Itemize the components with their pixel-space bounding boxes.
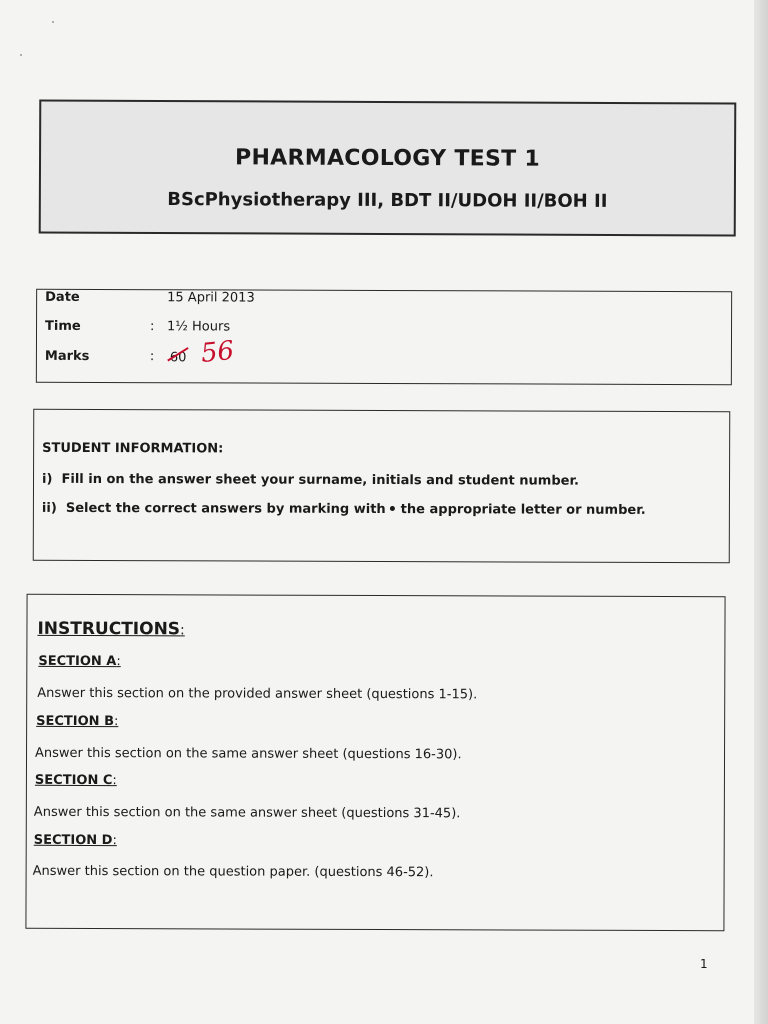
- marks-label: Marks: [44, 348, 90, 364]
- date-row: [37, 290, 731, 312]
- marks-row: [37, 335, 731, 371]
- section-title-colon: :: [112, 773, 117, 789]
- time-row: [37, 319, 731, 341]
- section-title-text: SECTION C: [34, 772, 113, 789]
- section-d-text: Answer this section on the question paper. (questions 46-52).: [32, 863, 434, 881]
- section-title-text: SECTION D: [33, 832, 113, 849]
- scan-speck: [52, 21, 54, 23]
- time-label: Time: [45, 318, 81, 334]
- title-box: [39, 99, 737, 236]
- item-text-after: the appropriate letter or number.: [400, 502, 646, 518]
- test-subtitle: BScPhysiotherapy III, BDT II/UDOH II/BOH II: [167, 189, 608, 212]
- student-information-heading: STUDENT INFORMATION:: [42, 440, 224, 457]
- section-title-colon: :: [116, 654, 121, 670]
- marks-separator: :: [149, 349, 155, 365]
- student-information-box: [33, 409, 731, 563]
- instructions-heading-text: INSTRUCTIONS: [37, 618, 181, 640]
- section-c-text: Answer this section on the same answer sheet (questions 31-45).: [33, 804, 461, 822]
- item-marker: i): [41, 471, 53, 487]
- section-a-title: [38, 654, 120, 669]
- date-value: 15 April 2013: [167, 290, 255, 306]
- time-value: 1½ Hours: [167, 319, 231, 335]
- student-instruction-1: [42, 472, 579, 489]
- test-title: PHARMACOLOGY TEST 1: [235, 145, 541, 172]
- filled-bubble-icon: [390, 506, 395, 511]
- test-details-box: [36, 289, 732, 385]
- instructions-box: [25, 594, 725, 931]
- marks-handwritten-correction: 56: [199, 335, 236, 370]
- section-d-title: [34, 833, 117, 848]
- marks-original-value: 60: [169, 350, 187, 366]
- time-separator: :: [150, 319, 155, 335]
- instructions-heading: [37, 619, 184, 640]
- section-b-title: [36, 714, 118, 729]
- section-title-colon: :: [112, 833, 117, 849]
- section-b-text: Answer this section on the same answer sheet (questions 16-30).: [35, 745, 462, 763]
- section-title-colon: :: [113, 714, 119, 730]
- date-label: Date: [45, 289, 80, 305]
- instructions-heading-colon: :: [180, 622, 185, 639]
- page-number: 1: [700, 957, 708, 971]
- item-marker: ii): [41, 500, 57, 516]
- section-title-text: SECTION A: [38, 653, 117, 670]
- page-edge-shadow: [754, 0, 768, 1024]
- section-a-text: Answer this section on the provided answer sheet (questions 1-15).: [37, 685, 478, 703]
- section-c-title: [35, 773, 117, 788]
- section-title-text: SECTION B: [36, 713, 115, 730]
- item-text: Fill in on the answer sheet your surname, initials and student number.: [61, 471, 579, 489]
- scan-speck: [20, 54, 22, 56]
- item-text-before: Select the correct answers by marking with: [65, 500, 386, 518]
- student-instruction-2: [42, 501, 646, 518]
